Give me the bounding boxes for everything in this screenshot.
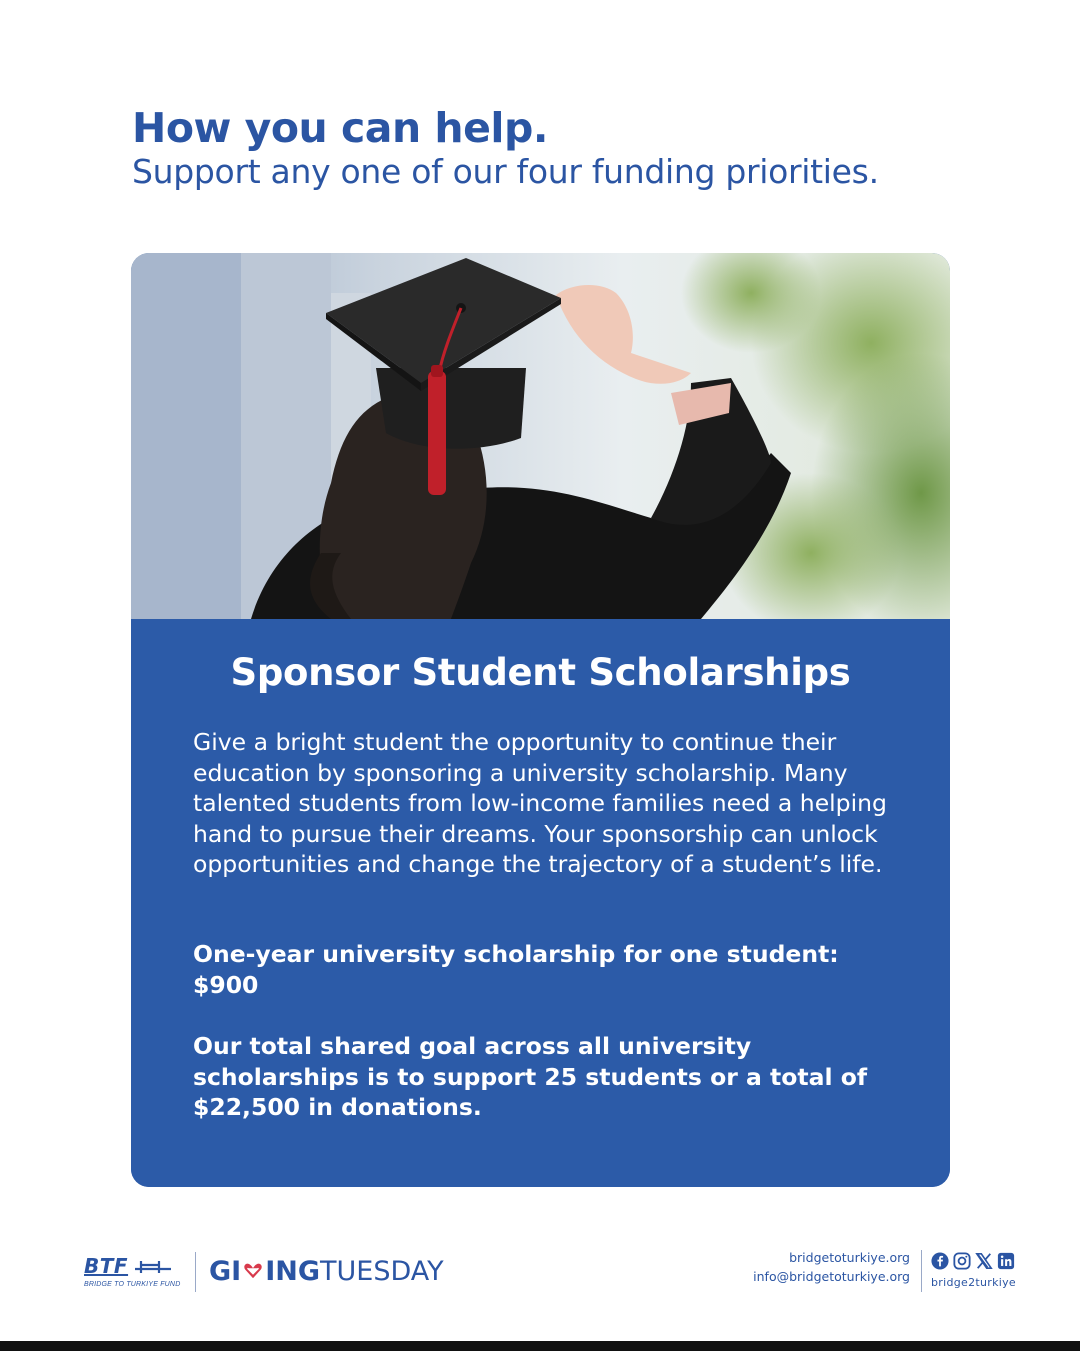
price-value: $900 [193, 970, 259, 999]
social-handle: bridge2turkiye [931, 1276, 1017, 1289]
price-label: One-year university scholarship for one student: [193, 940, 839, 968]
scholarship-price [193, 939, 913, 1000]
giving-text-part2: ING [265, 1256, 321, 1287]
btf-logo-subtitle: BRIDGE TO TURKIYE FUND [84, 1281, 181, 1288]
card-title: Sponsor Student Scholarships [230, 651, 851, 694]
btf-logo [84, 1254, 188, 1296]
page-subhead: Support any one of our four funding priorities. [132, 152, 879, 191]
bridge-icon [133, 1257, 173, 1275]
footer-divider [195, 1252, 196, 1292]
graduate-photo [131, 253, 950, 619]
card-body [131, 619, 950, 1187]
givingtuesday-logo [209, 1256, 444, 1287]
scholarship-card [131, 253, 950, 1187]
bottom-edge-bar [0, 1341, 1080, 1351]
footer-divider-2 [921, 1250, 922, 1292]
btf-logo-text: BTF [84, 1254, 129, 1278]
footer [0, 1240, 1080, 1310]
instagram-icon[interactable] [953, 1252, 971, 1270]
page-header [132, 104, 992, 192]
facebook-icon[interactable] [931, 1252, 949, 1270]
card-description: Give a bright student the opportunity to continue their education by sponsoring a university scholarship. Many talented students from low-income families need a helping hand to pursue their dreams. Your sponsorship can unlock opportunities and change the trajectory of a student’s life. [193, 728, 887, 879]
giving-text-part1: GI [209, 1256, 242, 1287]
linkedin-icon[interactable] [997, 1252, 1015, 1270]
email-link[interactable]: info@bridgetoturkiye.org [753, 1269, 910, 1284]
giving-text-part3: TUESDAY [320, 1256, 444, 1287]
x-icon[interactable] [975, 1252, 993, 1270]
website-link[interactable]: bridgetoturkiye.org [789, 1250, 910, 1265]
shared-goal: Our total shared goal across all university scholarships is to support 25 students or a total of $22,500 in donations. [193, 1032, 868, 1122]
contact-info [753, 1248, 910, 1286]
social-icons [931, 1252, 1015, 1270]
heart-icon [242, 1260, 264, 1282]
page-headline: How you can help. [132, 104, 548, 152]
